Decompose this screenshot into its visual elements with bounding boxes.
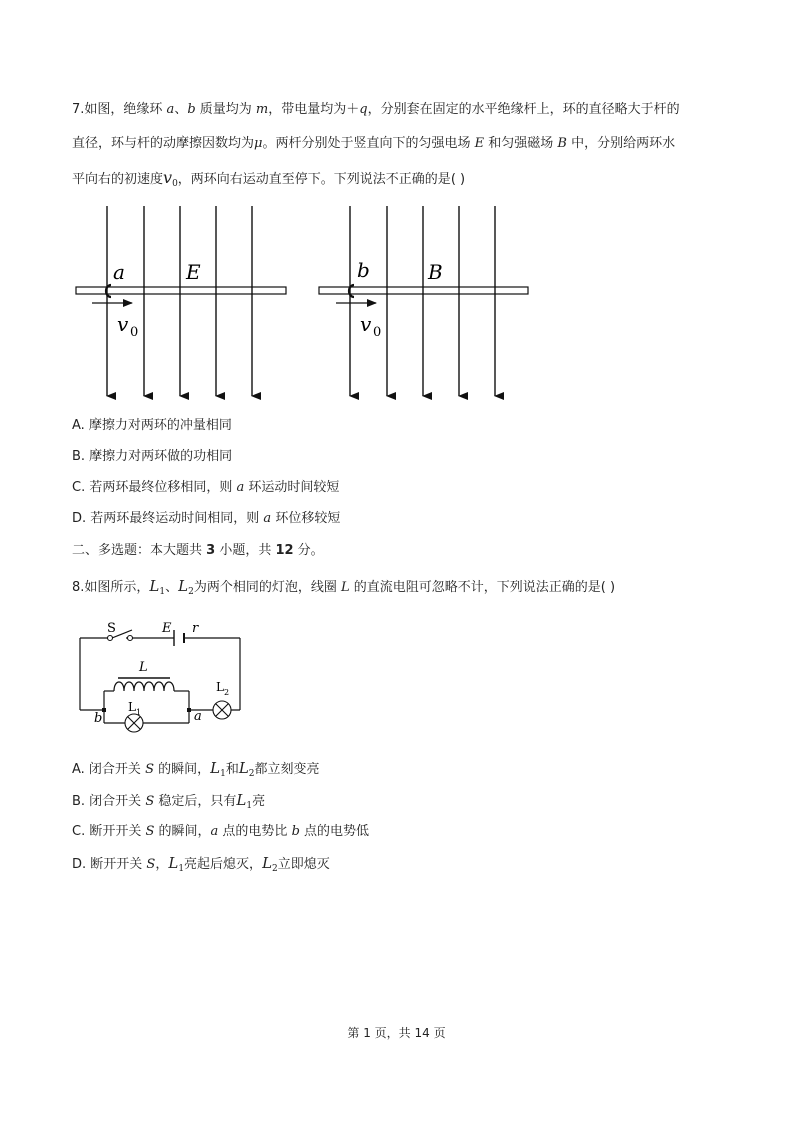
internal-resistance-label: r [192, 621, 199, 636]
q7-option-c: C. 若两环最终位移相同，则 a 环运动时间较短 [72, 480, 340, 495]
q8-stem: 8.如图所示，$L_1$、$L_2$为两个相同的灯泡，线圈 L 的直流电阻可忽略不计，下列说法正确的是( ) [72, 577, 616, 597]
ring-b-label: b [357, 258, 370, 282]
q8-option-b: B. 闭合开关 S 稳定后，只有$L_1$亮 [72, 791, 266, 811]
q7-field-figure [70, 200, 540, 405]
switch-contact-right [128, 636, 133, 641]
node-b-label: b [94, 711, 103, 726]
emf-label: E [162, 621, 172, 636]
switch-contact-left [108, 636, 113, 641]
q7-option-a: A. 摩擦力对两环的冲量相同 [72, 418, 232, 433]
node-b-dot [102, 708, 106, 712]
velocity-label-right: v [360, 312, 372, 336]
field-b-label: B [428, 260, 443, 284]
q7-stem-line-1: 7.如图，绝缘环 a、b 质量均为 m，带电量均为＋q，分别套在固定的水平绝缘杆上，环的直径略大于杆的 [72, 102, 680, 117]
lamp-l1-sub: 1 [136, 708, 142, 717]
q8-option-d: D. 断开开关 S，$L_1$亮起后熄灭，$L_2$立即熄灭 [72, 854, 330, 874]
coil-label: L [139, 660, 148, 675]
field-e-label: E [186, 260, 201, 284]
q7-option-d: D. 若两环最终运动时间相同，则 a 环位移较短 [72, 511, 341, 526]
inductor-coil [114, 682, 174, 691]
electric-field-lines [107, 206, 252, 396]
q8-option-a: A. 闭合开关 S 的瞬间，$L_1$和$L_2$都立刻变亮 [72, 759, 320, 779]
switch-label: S [107, 621, 116, 636]
section-heading-multiple-choice: 二、多选题：本大题共 3 小题，共 12 分。 [72, 543, 324, 558]
velocity-sub-right: 0 [373, 325, 382, 340]
q8-circuit-diagram [74, 618, 254, 743]
lamp-l2-bulb [213, 701, 231, 719]
q7-stem-line-2: 直径，环与杆的动摩擦因数均为μ。两杆分别处于竖直向下的匀强电场 E 和匀强磁场 B 中，分别给两环水 [72, 136, 676, 151]
page-footer: 第 1 页，共 14 页 [347, 1026, 446, 1040]
velocity-label-left: v [117, 312, 129, 336]
node-a-dot [187, 708, 191, 712]
lamp-l2-label: L [216, 680, 224, 694]
node-a-label: a [194, 709, 202, 724]
lamp-l1-label: L [128, 700, 136, 714]
velocity-sub-left: 0 [130, 325, 139, 340]
ring-a-label: a [113, 260, 125, 284]
lamp-l2-sub: 2 [224, 688, 230, 697]
q7-option-b: B. 摩擦力对两环做的功相同 [72, 449, 233, 464]
q7-stem-line-3: 平向右的初速度$v_0$，两环向右运动直至停下。下列说法不正确的是( ) [72, 168, 466, 189]
magnetic-field-lines [350, 206, 495, 396]
q8-option-c: C. 断开开关 S 的瞬间，a 点的电势比 b 点的电势低 [72, 824, 370, 839]
